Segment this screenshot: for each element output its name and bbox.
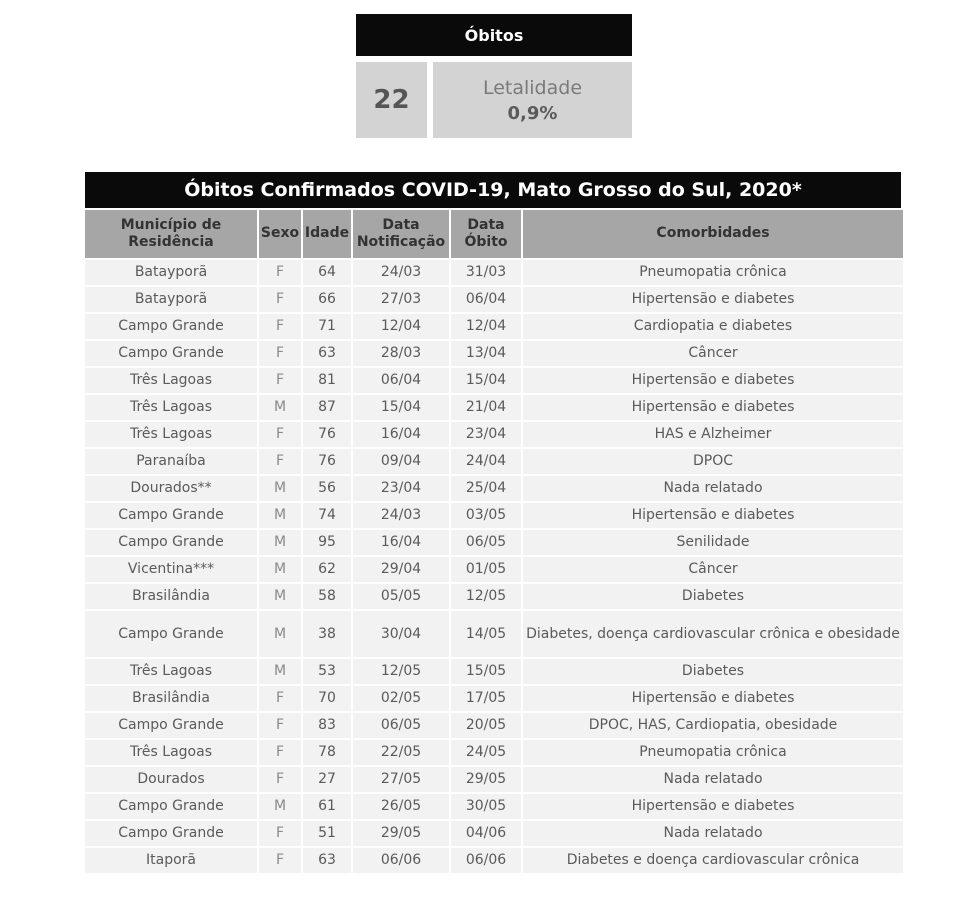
cell-comorbidities: Hipertensão e diabetes [523, 368, 903, 393]
cell-age: 63 [303, 848, 351, 873]
cell-age: 83 [303, 713, 351, 738]
cell-notification-date: 29/04 [353, 557, 449, 582]
table-row [85, 821, 903, 846]
cell-comorbidities: Diabetes, doença cardiovascular crônica e obesidade [523, 611, 903, 657]
table-title: Óbitos Confirmados COVID-19, Mato Grosso do Sul, 2020* [85, 172, 901, 208]
cell-notification-date: 24/03 [353, 260, 449, 285]
cell-comorbidities: DPOC [523, 449, 903, 474]
cell-comorbidities: Senilidade [523, 530, 903, 555]
cell-death-date: 12/04 [451, 314, 521, 339]
cell-age: 71 [303, 314, 351, 339]
cell-comorbidities: Nada relatado [523, 767, 903, 792]
cell-comorbidities: Cardiopatia e diabetes [523, 314, 903, 339]
table-row [85, 686, 903, 711]
lethality-label: Letalidade [482, 76, 583, 99]
table-row [85, 767, 903, 792]
cell-municipality: Campo Grande [85, 794, 257, 819]
table-row [85, 476, 903, 501]
table-row [85, 287, 903, 312]
cell-notification-date: 06/05 [353, 713, 449, 738]
cell-sex: M [259, 557, 301, 582]
cell-age: 66 [303, 287, 351, 312]
cell-notification-date: 12/04 [353, 314, 449, 339]
cell-sex: M [259, 503, 301, 528]
cell-age: 74 [303, 503, 351, 528]
cell-sex: F [259, 740, 301, 765]
cell-comorbidities: Nada relatado [523, 821, 903, 846]
col-age: Idade [303, 210, 351, 258]
cell-comorbidities: Hipertensão e diabetes [523, 287, 903, 312]
deaths-table-section [85, 172, 901, 875]
cell-sex: F [259, 287, 301, 312]
cell-age: 87 [303, 395, 351, 420]
cell-death-date: 13/04 [451, 341, 521, 366]
summary-body [356, 62, 632, 138]
death-count: 22 [356, 62, 427, 138]
cell-notification-date: 24/03 [353, 503, 449, 528]
cell-sex: M [259, 530, 301, 555]
cell-death-date: 29/05 [451, 767, 521, 792]
cell-municipality: Campo Grande [85, 530, 257, 555]
cell-municipality: Paranaíba [85, 449, 257, 474]
col-municipality: Município de Residência [85, 210, 257, 258]
cell-sex: M [259, 611, 301, 657]
deaths-summary [356, 14, 632, 138]
cell-comorbidities: Câncer [523, 557, 903, 582]
cell-death-date: 30/05 [451, 794, 521, 819]
cell-comorbidities: Nada relatado [523, 476, 903, 501]
cell-comorbidities: Pneumopatia crônica [523, 260, 903, 285]
cell-death-date: 15/05 [451, 659, 521, 684]
lethality-box [433, 62, 632, 138]
table-row [85, 530, 903, 555]
cell-comorbidities: Diabetes [523, 659, 903, 684]
cell-sex: F [259, 422, 301, 447]
cell-death-date: 17/05 [451, 686, 521, 711]
cell-comorbidities: Hipertensão e diabetes [523, 686, 903, 711]
cell-sex: F [259, 767, 301, 792]
cell-sex: F [259, 713, 301, 738]
cell-death-date: 06/04 [451, 287, 521, 312]
deaths-table [83, 208, 905, 875]
cell-death-date: 23/04 [451, 422, 521, 447]
cell-comorbidities: Hipertensão e diabetes [523, 794, 903, 819]
cell-death-date: 06/05 [451, 530, 521, 555]
cell-death-date: 24/05 [451, 740, 521, 765]
cell-notification-date: 27/03 [353, 287, 449, 312]
cell-sex: M [259, 584, 301, 609]
table-body [85, 260, 903, 873]
cell-death-date: 31/03 [451, 260, 521, 285]
table-row [85, 260, 903, 285]
cell-sex: F [259, 314, 301, 339]
table-row [85, 611, 903, 657]
table-row [85, 368, 903, 393]
cell-comorbidities: Diabetes e doença cardiovascular crônica [523, 848, 903, 873]
table-row [85, 557, 903, 582]
cell-municipality: Três Lagoas [85, 659, 257, 684]
cell-municipality: Campo Grande [85, 314, 257, 339]
cell-age: 61 [303, 794, 351, 819]
cell-sex: F [259, 686, 301, 711]
cell-notification-date: 05/05 [353, 584, 449, 609]
cell-comorbidities: Pneumopatia crônica [523, 740, 903, 765]
cell-age: 63 [303, 341, 351, 366]
cell-death-date: 24/04 [451, 449, 521, 474]
cell-notification-date: 02/05 [353, 686, 449, 711]
cell-age: 58 [303, 584, 351, 609]
cell-comorbidities: Câncer [523, 341, 903, 366]
cell-age: 56 [303, 476, 351, 501]
cell-municipality: Três Lagoas [85, 422, 257, 447]
cell-notification-date: 30/04 [353, 611, 449, 657]
table-row [85, 659, 903, 684]
cell-death-date: 04/06 [451, 821, 521, 846]
table-row [85, 503, 903, 528]
table-row [85, 713, 903, 738]
table-row [85, 341, 903, 366]
cell-sex: F [259, 821, 301, 846]
cell-municipality: Campo Grande [85, 611, 257, 657]
cell-notification-date: 06/06 [353, 848, 449, 873]
cell-death-date: 06/06 [451, 848, 521, 873]
lethality-value: 0,9% [507, 102, 558, 124]
cell-death-date: 15/04 [451, 368, 521, 393]
cell-municipality: Campo Grande [85, 713, 257, 738]
cell-sex: F [259, 341, 301, 366]
cell-municipality: Brasilândia [85, 686, 257, 711]
cell-notification-date: 22/05 [353, 740, 449, 765]
cell-age: 76 [303, 422, 351, 447]
cell-death-date: 25/04 [451, 476, 521, 501]
summary-header: Óbitos [356, 14, 632, 56]
cell-sex: F [259, 260, 301, 285]
cell-municipality: Campo Grande [85, 341, 257, 366]
col-comorbidities: Comorbidades [523, 210, 903, 258]
cell-death-date: 12/05 [451, 584, 521, 609]
cell-age: 76 [303, 449, 351, 474]
cell-municipality: Dourados** [85, 476, 257, 501]
cell-municipality: Campo Grande [85, 821, 257, 846]
cell-age: 38 [303, 611, 351, 657]
cell-age: 27 [303, 767, 351, 792]
cell-death-date: 01/05 [451, 557, 521, 582]
cell-death-date: 21/04 [451, 395, 521, 420]
cell-death-date: 20/05 [451, 713, 521, 738]
cell-notification-date: 16/04 [353, 422, 449, 447]
cell-notification-date: 15/04 [353, 395, 449, 420]
table-header-row [85, 210, 903, 258]
cell-notification-date: 29/05 [353, 821, 449, 846]
cell-age: 95 [303, 530, 351, 555]
cell-age: 62 [303, 557, 351, 582]
table-row [85, 794, 903, 819]
table-row [85, 449, 903, 474]
table-row [85, 740, 903, 765]
cell-death-date: 14/05 [451, 611, 521, 657]
cell-age: 70 [303, 686, 351, 711]
cell-notification-date: 06/04 [353, 368, 449, 393]
cell-sex: M [259, 659, 301, 684]
cell-municipality: Três Lagoas [85, 740, 257, 765]
table-row [85, 314, 903, 339]
table-row [85, 395, 903, 420]
cell-municipality: Campo Grande [85, 503, 257, 528]
col-notification-date: Data Notificação [353, 210, 449, 258]
cell-municipality: Vicentina*** [85, 557, 257, 582]
cell-death-date: 03/05 [451, 503, 521, 528]
cell-notification-date: 09/04 [353, 449, 449, 474]
cell-municipality: Batayporã [85, 287, 257, 312]
col-death-date: Data Óbito [451, 210, 521, 258]
cell-notification-date: 12/05 [353, 659, 449, 684]
cell-municipality: Dourados [85, 767, 257, 792]
cell-notification-date: 16/04 [353, 530, 449, 555]
cell-sex: F [259, 848, 301, 873]
cell-sex: M [259, 476, 301, 501]
cell-age: 53 [303, 659, 351, 684]
cell-municipality: Batayporã [85, 260, 257, 285]
cell-notification-date: 26/05 [353, 794, 449, 819]
cell-notification-date: 23/04 [353, 476, 449, 501]
table-row [85, 584, 903, 609]
cell-age: 81 [303, 368, 351, 393]
cell-sex: F [259, 368, 301, 393]
table-row [85, 422, 903, 447]
cell-municipality: Três Lagoas [85, 368, 257, 393]
cell-age: 64 [303, 260, 351, 285]
cell-sex: M [259, 395, 301, 420]
cell-sex: M [259, 794, 301, 819]
cell-municipality: Itaporã [85, 848, 257, 873]
cell-comorbidities: Diabetes [523, 584, 903, 609]
table-row [85, 848, 903, 873]
cell-comorbidities: DPOC, HAS, Cardiopatia, obesidade [523, 713, 903, 738]
cell-comorbidities: Hipertensão e diabetes [523, 395, 903, 420]
col-sex: Sexo [259, 210, 301, 258]
cell-comorbidities: HAS e Alzheimer [523, 422, 903, 447]
cell-sex: F [259, 449, 301, 474]
cell-age: 51 [303, 821, 351, 846]
cell-age: 78 [303, 740, 351, 765]
cell-municipality: Brasilândia [85, 584, 257, 609]
cell-notification-date: 28/03 [353, 341, 449, 366]
cell-notification-date: 27/05 [353, 767, 449, 792]
cell-comorbidities: Hipertensão e diabetes [523, 503, 903, 528]
cell-municipality: Três Lagoas [85, 395, 257, 420]
